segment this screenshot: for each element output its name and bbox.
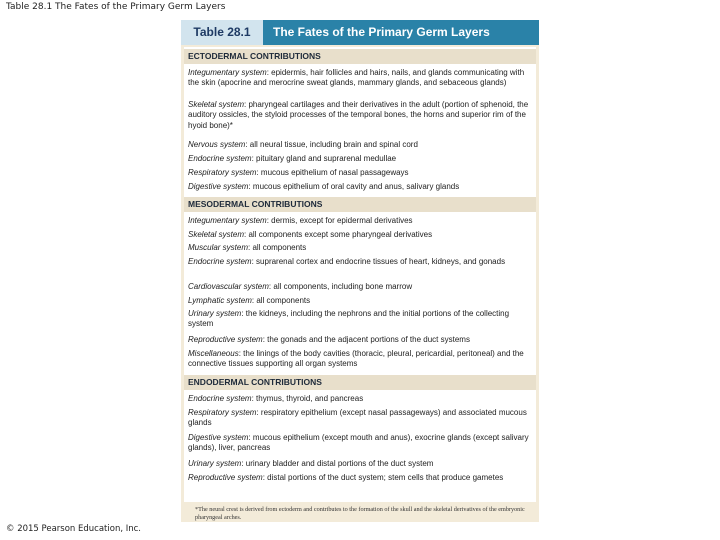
entry-text: : thymus, thyroid, and pancreas [251, 394, 364, 403]
table-row [188, 243, 532, 253]
table-row [188, 216, 532, 226]
entry-term: Miscellaneous [188, 349, 239, 358]
entry-text: : pituitary gland and suprarenal medullae [251, 154, 397, 163]
entry-text: : all components [251, 296, 311, 305]
table-row [188, 257, 532, 267]
table-row [188, 309, 532, 330]
entry-term: Endocrine system [188, 257, 252, 266]
entry-term: Urinary system [188, 459, 242, 468]
entry-term: Integumentary system [188, 68, 267, 77]
entry-term: Lymphatic system [188, 296, 252, 305]
entry-text: : mucous epithelium of nasal passageways [256, 168, 409, 177]
germ-layer-table [181, 20, 539, 522]
entry-text: : pharyngeal cartilages and their derivatives in the adult (portion of sphenoid, the auditory ossicles, the styloid processes of the temporal bones, the horns and superior rim of the hyoid bone)* [188, 100, 529, 130]
table-row [188, 335, 532, 345]
entry-term: Endocrine system [188, 154, 252, 163]
entry-text: : respiratory epithelium (except nasal passageways) and associated mucous glands [188, 408, 527, 428]
entry-text: : suprarenal cortex and endocrine tissues of heart, kidneys, and gonads [251, 257, 506, 266]
copyright-notice: © 2015 Pearson Education, Inc. [6, 524, 141, 534]
entry-text: : all components, including bone marrow [268, 282, 413, 291]
entry-term: Urinary system [188, 309, 242, 318]
entry-term: Nervous system [188, 140, 246, 149]
section-heading-mesodermal: MESODERMAL CONTRIBUTIONS [184, 197, 536, 212]
table-row [188, 433, 532, 454]
section-heading-ectodermal: ECTODERMAL CONTRIBUTIONS [184, 49, 536, 64]
entry-text: : epidermis, hair follicles and hairs, nails, and glands communicating with the skin (apocrine and merocrine sweat glands, mammary glands, and sebaceous glands) [188, 68, 525, 88]
entry-text: : the gonads and the adjacent portions of the duct systems [262, 335, 470, 344]
entry-term: Muscular system [188, 243, 249, 252]
table-row [188, 140, 532, 150]
table-row [188, 408, 532, 429]
entry-term: Cardiovascular system [188, 282, 269, 291]
entry-term: Skeletal system [188, 100, 245, 109]
table-row [188, 100, 532, 131]
entry-term: Digestive system [188, 433, 249, 442]
table-row [188, 230, 532, 240]
entry-text: : urinary bladder and distal portions of the duct system [241, 459, 434, 468]
table-row [188, 296, 532, 306]
table-title: The Fates of the Primary Germ Layers [273, 25, 490, 39]
table-row [188, 282, 532, 292]
slide-title: Table 28.1 The Fates of the Primary Germ Layers [6, 2, 226, 12]
entry-term: Reproductive system [188, 473, 263, 482]
entry-term: Reproductive system [188, 335, 263, 344]
table-row [188, 349, 532, 370]
table-row [188, 68, 532, 89]
entry-text: : the kidneys, including the nephrons and the initial portions of the collecting system [188, 309, 510, 329]
table-row [188, 182, 532, 192]
entry-text: : mucous epithelium (except mouth and anus), exocrine glands (except salivary glands), liver, pancreas [188, 433, 529, 453]
entry-text: : the linings of the body cavities (thoracic, pleural, pericardial, peritoneal) and the connective tissues supporting all organ systems [188, 349, 524, 369]
table-number: Table 28.1 [181, 20, 263, 45]
entry-term: Integumentary system [188, 216, 267, 225]
entry-text: : all components except some pharyngeal derivatives [244, 230, 433, 239]
section-heading-endodermal: ENDODERMAL CONTRIBUTIONS [184, 375, 536, 390]
table-row [188, 394, 532, 404]
table-row [188, 168, 532, 178]
entry-term: Endocrine system [188, 394, 252, 403]
entry-term: Skeletal system [188, 230, 245, 239]
entry-text: : dermis, except for epidermal derivatives [266, 216, 413, 225]
entry-term: Digestive system [188, 182, 249, 191]
table-row [188, 154, 532, 164]
entry-text: : all neural tissue, including brain and spinal cord [245, 140, 418, 149]
entry-text: : all components [248, 243, 307, 252]
table-row [188, 459, 532, 469]
table-header [181, 20, 539, 45]
entry-text: : distal portions of the duct system; stem cells that produce gametes [262, 473, 504, 482]
table-footnote: *The neural crest is derived from ectoderm and contributes to the formation of the skull and the skeletal derivatives of the embryonic pharyngeal arches. [195, 506, 525, 522]
entry-term: Respiratory system [188, 408, 257, 417]
entry-term: Respiratory system [188, 168, 257, 177]
entry-text: : mucous epithelium of oral cavity and anus, salivary glands [248, 182, 460, 191]
table-row [188, 473, 532, 483]
